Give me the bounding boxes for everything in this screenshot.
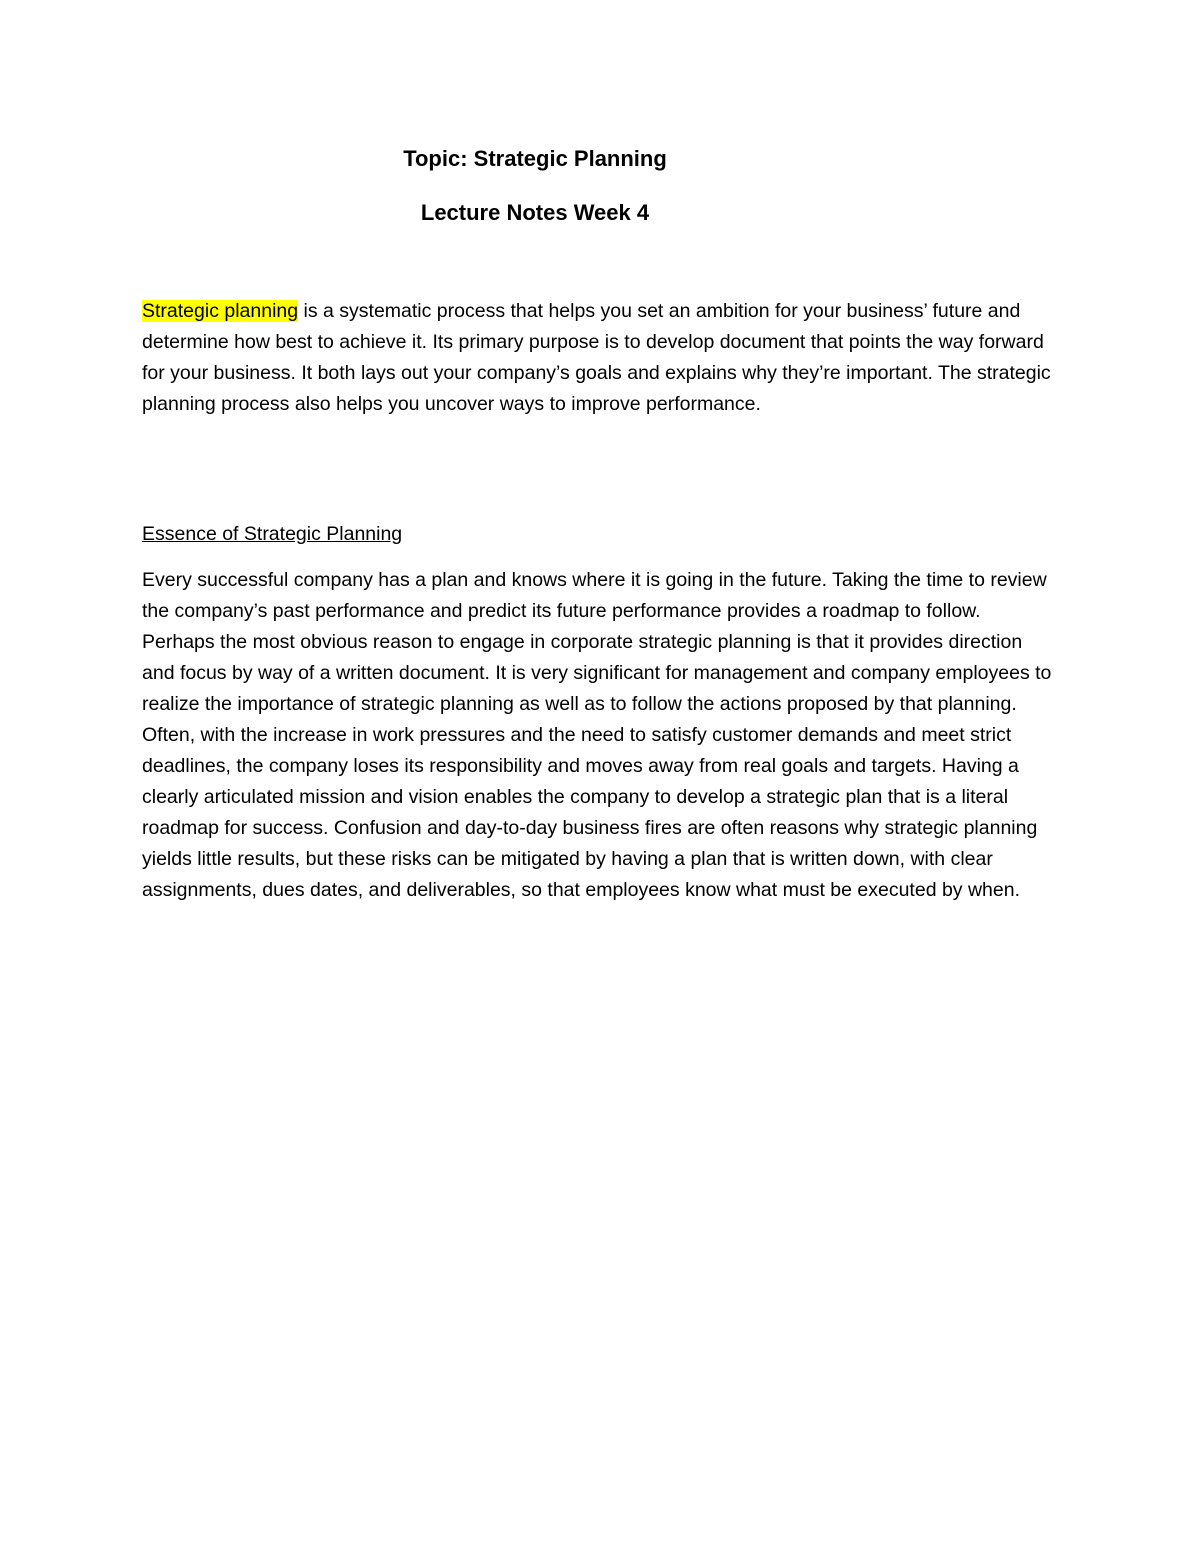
document-title: Topic: Strategic Planning xyxy=(403,146,667,171)
intro-paragraph-text: is a systematic process that helps you set an ambition for your business’ future and determine how best to achieve it. Its primary purpose is to develop document that points the way forward for your business. It both lays out your company’s goals and explains why they’re important. The strategic planning process also helps you uncover ways to improve performance. xyxy=(142,300,1051,415)
intro-paragraph xyxy=(142,296,1057,420)
document-subtitle: Lecture Notes Week 4 xyxy=(420,200,650,225)
section-paragraph: Every successful company has a plan and knows where it is going in the future. Taking the time to review the company’s past performance and predict its future performance provides a roadmap to follow. Perhaps the most obvious reason to engage in corporate strategic planning is that it provides direction and focus by way of a written document. It is very significant for management and company employees to realize the importance of strategic planning as well as to follow the actions proposed by that planning. Often, with the increase in work pressures and the need to satisfy customer demands and meet strict deadlines, the company loses its responsibility and moves away from real goals and targets. Having a clearly articulated mission and vision enables the company to develop a strategic plan that is a literal roadmap for success. Confusion and day-to-day business fires are often reasons why strategic planning yields little results, but these risks can be mitigated by having a plan that is written down, with clear assignments, dues dates, and deliverables, so that employees know what must be executed by when. xyxy=(142,569,1052,901)
highlighted-term: Strategic planning xyxy=(142,300,299,322)
section-heading: Essence of Strategic Planning xyxy=(142,523,403,545)
